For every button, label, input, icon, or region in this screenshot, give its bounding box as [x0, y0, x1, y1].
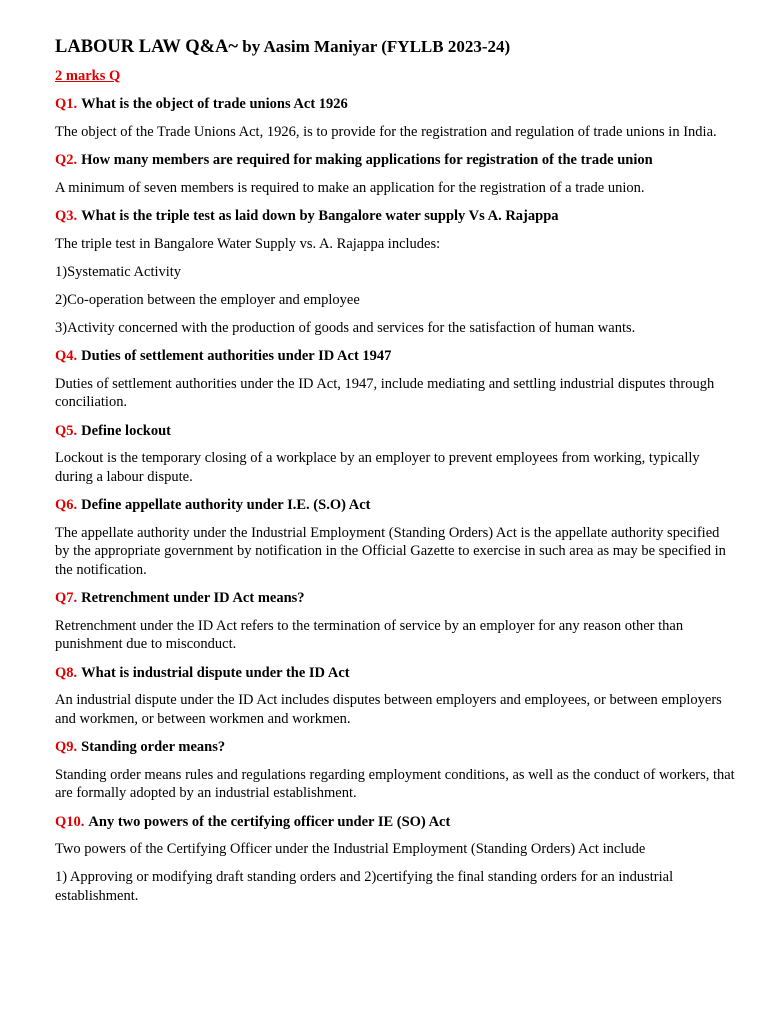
question-number: Q4. [55, 348, 78, 364]
title-byline: by Aasim Maniyar (FYLLB 2023-24) [238, 37, 511, 56]
question-text: Duties of settlement authorities under ID Act 1947 [81, 348, 392, 364]
answer-paragraph: 2)Co-operation between the employer and employee [55, 291, 360, 308]
question-number: Q10. [55, 813, 85, 830]
answer [55, 375, 735, 412]
answer-paragraph: 1)Systematic Activity [55, 263, 182, 280]
section-label: 2 marks Q [55, 68, 121, 84]
question-number: Q3. [55, 208, 78, 224]
question-text: What is the object of trade unions Act 1926 [81, 96, 348, 112]
question-text: How many members are required for making applications for registration of the trade union [81, 152, 653, 168]
answer [55, 179, 735, 198]
answer [55, 449, 735, 486]
qa-item [55, 151, 735, 197]
answer-paragraph: Standing order means rules and regulations regarding employment conditions, as well as the conduct of workers, that are formally adopted by an industrial establishment. [55, 766, 735, 801]
answer-paragraph: The triple test in Bangalore Water Supply vs. A. Rajappa includes: [55, 235, 441, 252]
answer-paragraph: An industrial dispute under the ID Act includes disputes between employers and employees, or between employers and workmen, or between workmen and workmen. [55, 692, 722, 727]
answer-paragraph: The appellate authority under the Industrial Employment (Standing Orders) Act is the appellate authority specified by the appropriate government by notification in the Official Gazette to exercise in such area as may be specified in the notification. [55, 524, 726, 578]
answer-paragraph: 1) Approving or modifying draft standing orders and 2)certifying the final standing orders for an industrial establishment. [55, 869, 674, 904]
question-text: What is the triple test as laid down by Bangalore water supply Vs A. Rajappa [81, 208, 559, 224]
qa-item [55, 422, 735, 487]
question-text: Standing order means? [81, 739, 226, 755]
question-number: Q7. [55, 590, 78, 606]
question-heading [55, 813, 735, 831]
question-heading [55, 151, 735, 169]
question-number: Q8. [55, 664, 78, 681]
answer [55, 617, 735, 654]
qa-item [55, 738, 735, 803]
question-number: Q5. [55, 422, 78, 439]
title-main: LABOUR LAW Q&A~ [55, 37, 238, 57]
answer-paragraph: Duties of settlement authorities under the ID Act, 1947, include mediating and settling industrial disputes through conciliation. [55, 375, 715, 410]
answer [55, 123, 735, 142]
qa-item [55, 95, 735, 141]
answer-paragraph: A minimum of seven members is required to make an application for the registration of a trade union. [55, 179, 645, 196]
answer-paragraph: The object of the Trade Unions Act, 1926, is to provide for the registration and regulation of trade unions in India. [55, 123, 717, 140]
answer [55, 691, 735, 728]
qa-item [55, 589, 735, 654]
question-heading [55, 347, 735, 365]
answer [55, 235, 735, 338]
question-text: Define lockout [81, 422, 171, 439]
qa-item [55, 207, 735, 337]
question-heading [55, 496, 735, 514]
question-heading [55, 738, 735, 756]
question-number: Q6. [55, 497, 78, 513]
document-body [55, 36, 735, 905]
question-text: Any two powers of the certifying officer under IE (SO) Act [88, 813, 451, 830]
question-heading [55, 422, 735, 440]
answer [55, 524, 735, 580]
question-number: Q1. [55, 96, 78, 112]
question-text: Define appellate authority under I.E. (S.O) Act [81, 497, 371, 513]
qa-item [55, 813, 735, 906]
question-number: Q9. [55, 739, 78, 755]
question-text: Retrenchment under ID Act means? [81, 590, 305, 606]
qa-item [55, 496, 735, 579]
answer-paragraph: Two powers of the Certifying Officer under the Industrial Employment (Standing Orders) Act include [55, 841, 646, 857]
question-text: What is industrial dispute under the ID Act [81, 664, 350, 681]
qa-item [55, 664, 735, 729]
answer [55, 766, 735, 803]
answer-paragraph: 3)Activity concerned with the production of goods and services for the satisfaction of human wants. [55, 319, 636, 336]
qa-list [55, 95, 735, 905]
answer-paragraph: Retrenchment under the ID Act refers to the termination of service by an employer for any reason other than punishment due to misconduct. [55, 617, 684, 652]
answer [55, 840, 735, 905]
question-heading [55, 589, 735, 607]
document-title [55, 36, 735, 58]
question-number: Q2. [55, 152, 78, 168]
answer-paragraph: Lockout is the temporary closing of a workplace by an employer to prevent employees from working, typically during a labour dispute. [55, 450, 700, 485]
question-heading [55, 664, 735, 682]
question-heading [55, 207, 735, 225]
question-heading [55, 95, 735, 113]
qa-item [55, 347, 735, 412]
